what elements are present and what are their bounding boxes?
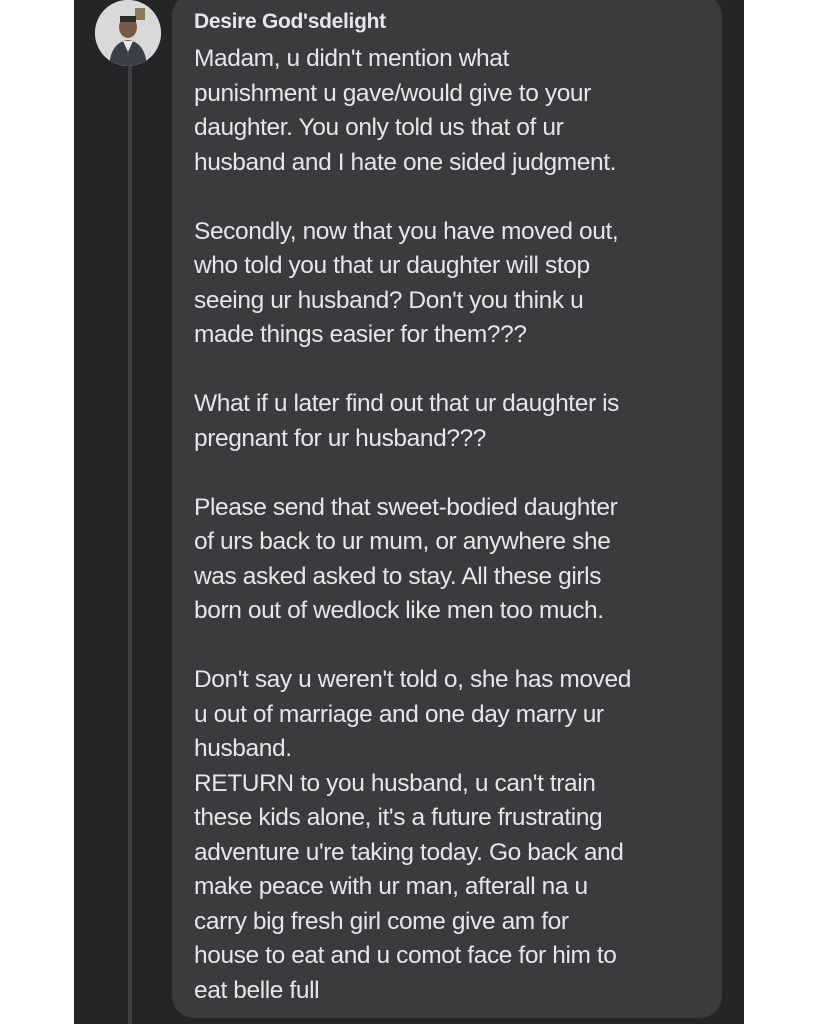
comment-line: u out of marriage and one day marry ur (194, 700, 604, 728)
comment-line: What if u later find out that ur daughter is (194, 390, 620, 417)
comment-line: Madam, u didn't mention what (194, 45, 509, 72)
comment-line: husband and I hate one sided judgment. (194, 148, 617, 176)
avatar[interactable] (95, 0, 161, 66)
comment-line: who told you that ur daughter will stop (194, 252, 590, 279)
comment-line: eat belle full (194, 976, 320, 1004)
comment-line: punishment u gave/would give to your (194, 79, 591, 107)
comment-line: of urs back to ur mum, or anywhere she (194, 528, 611, 555)
comment-line: made things easier for them??? (194, 321, 527, 348)
comment-line: husband. (194, 735, 292, 762)
comment-author-name[interactable]: Desire God'sdelight (194, 10, 386, 33)
comment-line: seeing ur husband? Don't you think u (194, 286, 584, 314)
comment-line: house to eat and u comot face for him to (194, 942, 617, 969)
comment-paragraph (194, 663, 714, 767)
comment-paragraph (194, 387, 714, 456)
comment-body (194, 42, 714, 1008)
comment-line: Please send that sweet-bodied daughter (194, 493, 618, 521)
comment-paragraph (194, 767, 714, 1009)
reply-thread-line (128, 64, 132, 1024)
comment-line: adventure u're taking today. Go back and (194, 838, 624, 866)
comment-line: these kids alone, it's a future frustrating (194, 804, 603, 831)
comment-line: RETURN to you husband, u can't train (194, 769, 596, 797)
comment-line: carry big fresh girl come give am for (194, 907, 569, 935)
comment-paragraph (194, 215, 714, 353)
comment-line: born out of wedlock like men too much. (194, 597, 604, 624)
comment-line: make peace with ur man, afterall na u (194, 873, 588, 900)
comment-paragraph (194, 42, 714, 180)
comment-line: Secondly, now that you have moved out, (194, 217, 619, 245)
comment-line: was asked asked to stay. All these girls (194, 562, 602, 590)
comment-line: Don't say u weren't told o, she has moved (194, 666, 631, 693)
comment-line: pregnant for ur husband??? (194, 424, 486, 452)
comment-paragraph (194, 491, 714, 629)
profile-photo-icon (95, 0, 161, 66)
comment-line: daughter. You only told us that of ur (194, 114, 564, 141)
